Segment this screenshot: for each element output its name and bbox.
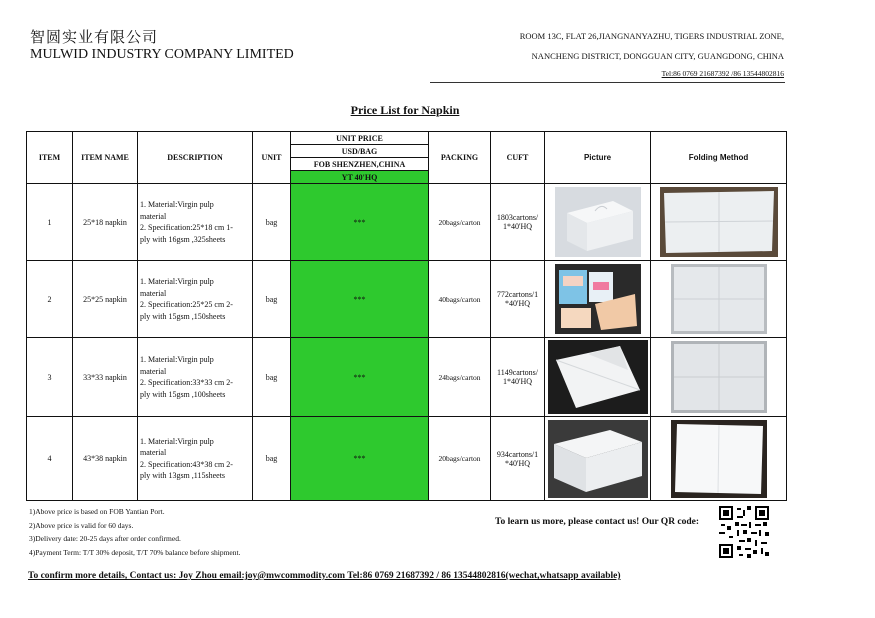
address-line-2: NANCHENG DISTRICT, DONGGUAN CITY, GUANGDONG, CHINA xyxy=(531,51,784,61)
desc-line: material xyxy=(140,448,167,457)
table-row xyxy=(27,184,787,261)
desc-line: 1. Material:Virgin pulp xyxy=(140,277,214,286)
price-table xyxy=(26,131,787,501)
header-usd-bag: USD/BAG xyxy=(291,145,429,158)
row-item-name: 25*25 napkin xyxy=(73,261,138,338)
row-cuft: 772cartons/1 *40'HQ xyxy=(491,261,545,338)
row-item-number: 1 xyxy=(27,184,73,261)
desc-line: 2. Specification:43*38 cm 2- xyxy=(140,459,233,469)
header-divider xyxy=(430,82,785,83)
row-packing: 24bags/carton xyxy=(429,338,491,417)
header-cuft: CUFT xyxy=(491,132,545,184)
row-picture xyxy=(545,261,651,338)
row-folding-method xyxy=(651,261,787,338)
row-cuft: 1803cartons/ 1*40'HQ xyxy=(491,184,545,261)
row-folding-method xyxy=(651,417,787,501)
header-telephone: Tel:86 0769 21687392 /86 13544802816 xyxy=(661,69,784,78)
company-name-chinese: 智圆实业有限公司 xyxy=(30,28,159,46)
row-unit: bag xyxy=(253,184,291,261)
desc-line: ply with 13gsm ,115sheets xyxy=(140,471,226,480)
row-description xyxy=(138,417,253,501)
page-title: Price List for Napkin xyxy=(350,103,460,117)
header-picture: Picture xyxy=(545,132,651,184)
row-packing: 20bags/carton xyxy=(429,417,491,501)
header-item: ITEM xyxy=(27,132,73,184)
napkin-packs-photo-icon xyxy=(555,264,641,334)
square-napkin-photo-icon xyxy=(671,341,767,413)
learn-more-text: To learn us more, please contact us! Our QR code: xyxy=(495,517,700,527)
table-row xyxy=(27,261,787,338)
contact-details: To confirm more details, Contact us: Joy Zhou email:joy@mwcommodity.com Tel:86 0769 21687392 / 86 13544802816(wechat,whatsapp available) xyxy=(28,571,621,581)
header-description: DESCRIPTION xyxy=(138,132,253,184)
row-item-name: 43*38 napkin xyxy=(73,417,138,501)
company-name-english: MULWID INDUSTRY COMPANY LIMITED xyxy=(30,47,294,62)
desc-line: ply with 15gsm ,100sheets xyxy=(140,389,226,399)
row-unit: bag xyxy=(253,261,291,338)
terms-notes xyxy=(29,505,240,559)
header-item-name: ITEM NAME xyxy=(73,132,138,184)
folded-napkin-photo-icon xyxy=(548,340,648,414)
desc-line: material xyxy=(140,288,167,298)
desc-line: 1. Material:Virgin pulp xyxy=(140,355,214,364)
header-yt-40hq: YT 40'HQ xyxy=(291,171,429,184)
row-item-name: 33*33 napkin xyxy=(73,338,138,417)
desc-line: 1. Material:Virgin pulp xyxy=(140,200,214,209)
row-price: *** xyxy=(291,338,429,417)
header-unit: UNIT xyxy=(253,132,291,184)
boxed-napkin-stack-photo-icon xyxy=(555,187,641,257)
row-packing: 20bags/carton xyxy=(429,184,491,261)
row-unit: bag xyxy=(253,417,291,501)
row-cuft: 934cartons/1 *40'HQ xyxy=(491,417,545,501)
table-row xyxy=(27,417,787,501)
row-price: *** xyxy=(291,417,429,501)
row-folding-method xyxy=(651,184,787,261)
qr-code-icon[interactable] xyxy=(719,506,769,558)
header-unit-price: UNIT PRICE xyxy=(291,132,429,145)
row-picture xyxy=(545,417,651,501)
address-line-1: ROOM 13C, FLAT 26,JIANGNANYAZHU, TIGERS INDUSTRIAL ZONE, xyxy=(519,31,784,41)
row-item-number: 3 xyxy=(27,338,73,417)
desc-line: material xyxy=(140,211,167,221)
row-item-name: 25*18 napkin xyxy=(73,184,138,261)
row-picture xyxy=(545,338,651,417)
note-line: 1)Above price is based on FOB Yantian Port. xyxy=(29,507,165,516)
row-unit: bag xyxy=(253,338,291,417)
row-price: *** xyxy=(291,261,429,338)
row-cuft: 1149cartons/ 1*40'HQ xyxy=(491,338,545,417)
unfolded-napkin-photo-icon xyxy=(671,420,767,498)
row-item-number: 2 xyxy=(27,261,73,338)
note-line: 2)Above price is valid for 60 days. xyxy=(29,520,134,530)
desc-line: 2. Specification:25*18 cm 1- xyxy=(140,223,233,232)
row-description xyxy=(138,338,253,417)
desc-line: ply with 15gsm ,150sheets xyxy=(140,311,226,321)
row-price: *** xyxy=(291,184,429,261)
header-fob: FOB SHENZHEN,CHINA xyxy=(291,158,429,171)
desc-line: 1. Material:Virgin pulp xyxy=(140,436,214,446)
wrapped-napkin-pack-photo-icon xyxy=(548,420,648,498)
row-description xyxy=(138,261,253,338)
desc-line: ply with 16gsm ,325sheets xyxy=(140,234,226,244)
square-napkin-photo-icon xyxy=(671,264,767,334)
desc-line: 2. Specification:25*25 cm 2- xyxy=(140,300,233,309)
header-folding-method: Folding Method xyxy=(651,132,787,184)
row-folding-method xyxy=(651,338,787,417)
header-packing: PACKING xyxy=(429,132,491,184)
table-row xyxy=(27,338,787,417)
desc-line: material xyxy=(140,366,167,376)
row-packing: 40bags/carton xyxy=(429,261,491,338)
row-description xyxy=(138,184,253,261)
row-item-number: 4 xyxy=(27,417,73,501)
unfolded-napkin-photo-icon xyxy=(660,187,778,257)
note-line: 4)Payment Term: T/T 30% deposit, T/T 70% balance before shipment. xyxy=(29,547,241,557)
note-line: 3)Delivery date: 20-25 days after order confirmed. xyxy=(29,534,181,543)
row-picture xyxy=(545,184,651,261)
desc-line: 2. Specification:33*33 cm 2- xyxy=(140,378,233,387)
